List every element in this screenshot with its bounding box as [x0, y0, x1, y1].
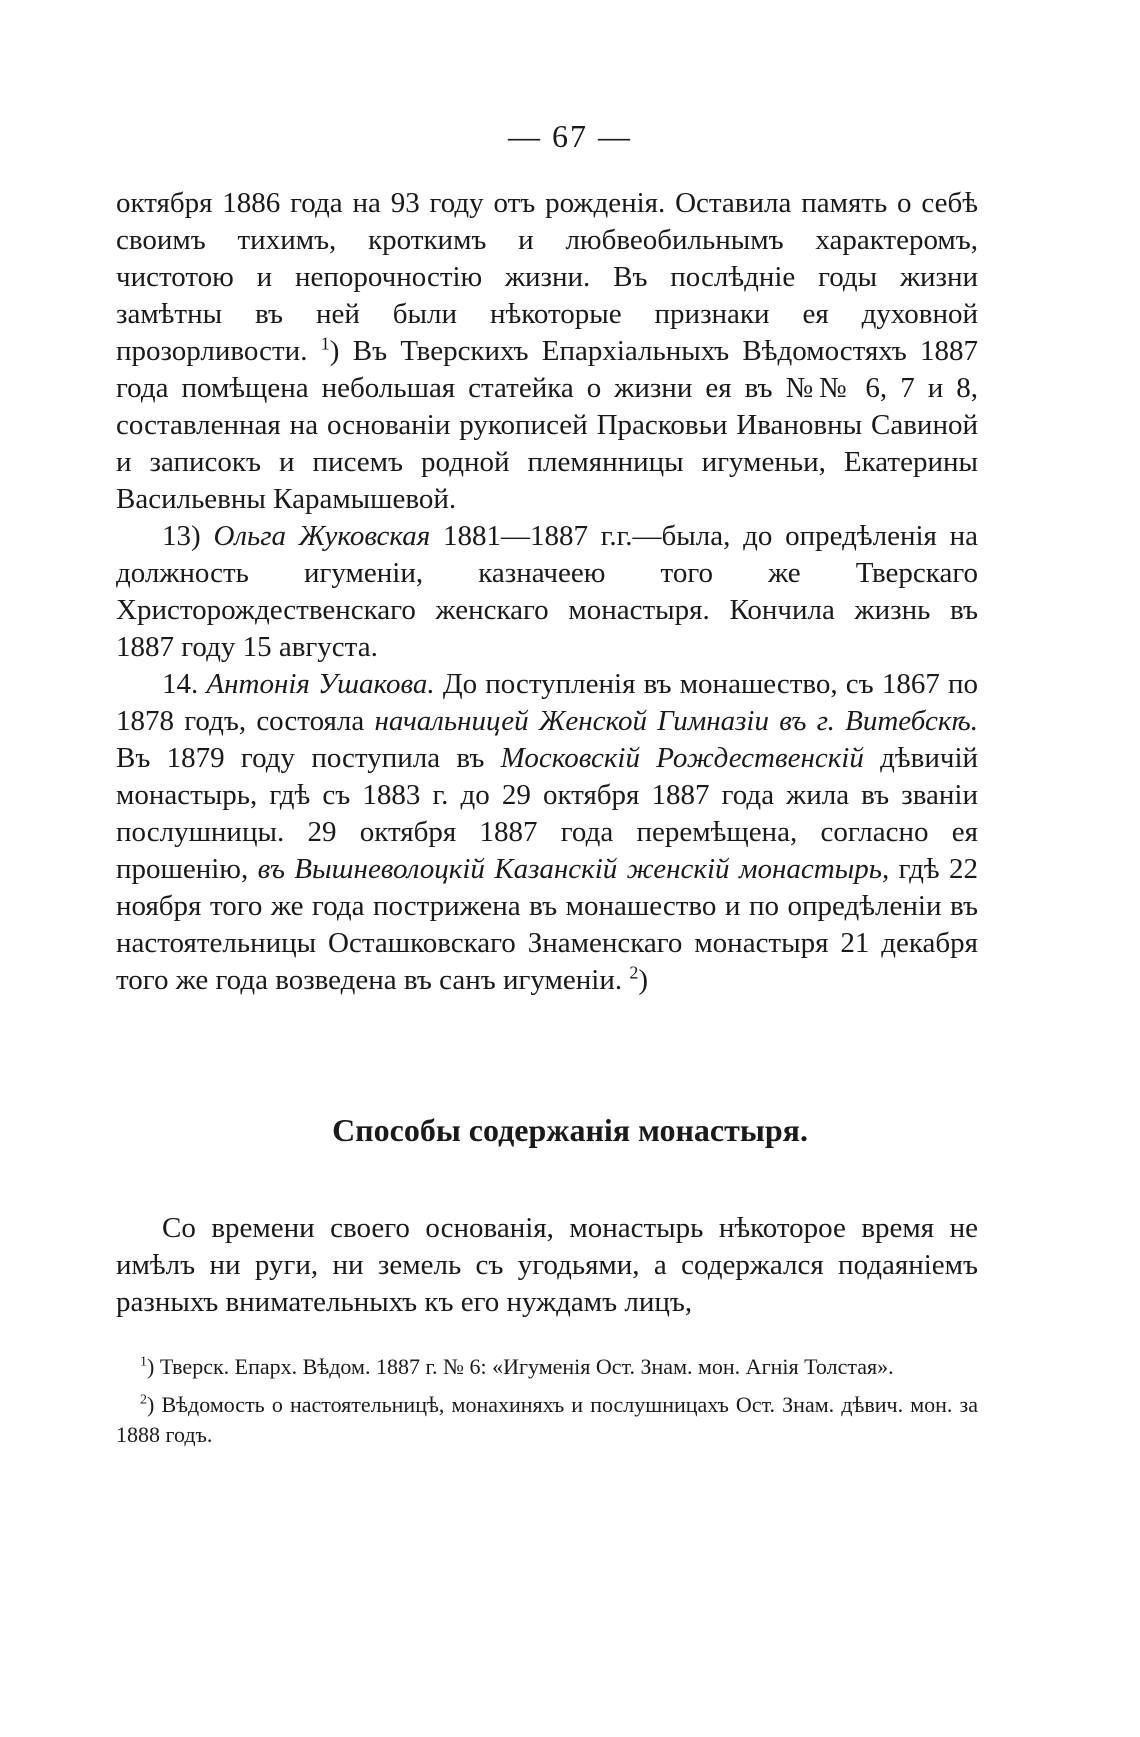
paragraph-2	[116, 518, 978, 666]
paragraph-3-t4: гдѣ 22 ноября того же года пострижена въ монашество и по опредѣленіи въ настоятельницы Осташковскаго Знаменскаго монастыря 21 декабря того же года возведена въ санъ игуменіи.	[116, 853, 979, 996]
footnote-2-marker: 2	[140, 1392, 147, 1408]
paragraph-3-t1: До поступленія въ монашество, съ 1867 по 1878 годъ, состояла	[116, 668, 979, 737]
paragraph-3	[116, 666, 978, 999]
paragraph-1-text-b: Въ Тверскихъ Епархіальныхъ Вѣдомостяхъ 1887 года помѣщена небольшая статейка о жизни ея въ №№ 6, 7 и 8, составленная на основаніи рукописей Прасковьи Ивановны Савиной и записокъ и писемъ родной племянницы игуменьи, Екатерины Васильевны Карамышевой.	[116, 335, 979, 515]
section-paragraph: Со времени своего основанія, монастырь нѣкоторое время не имѣлъ ни руги, ни земель съ угодьями, а содержался подаяніемъ разныхъ внимательныхъ къ его нуждамъ лицъ,	[116, 1212, 978, 1318]
paragraph-3-em1: начальницей Женской Гимназіи въ г. Витебскѣ.	[374, 705, 978, 737]
paragraph-3-t2: Въ 1879 году поступила въ	[116, 742, 485, 774]
paragraph-2-rest: 1881—1887 г.г.—была, до опредѣленія на должность игуменіи, казначеею того же Тверскаго Христорождественскаго женскаго монастыря. Кончила жизнь въ 1887 году 15 августа.	[116, 520, 979, 663]
body-text	[116, 185, 978, 999]
footnote-2	[116, 1390, 978, 1450]
footnote-2-text: ) Вѣдомость о настоятельницѣ, монахиняхъ и послушницахъ Ост. Знам. дѣвич. мон. за 1888 годъ.	[116, 1392, 978, 1447]
paragraph-3-lead: 14.	[162, 668, 199, 700]
page-number: — 67 —	[508, 118, 632, 154]
paragraph-1-text-a: октября 1886 года на 93 году отъ рожденія. Оставила память о себѣ своимъ тихимъ, кроткимъ и любвеобильнымъ характеромъ, чистотою и непорочностію жизни. Въ послѣдніе годы жизни замѣтны въ ней были нѣкоторые признаки ея духовной прозорливости.	[116, 187, 978, 367]
paragraph-3-name: Антонія Ушакова.	[206, 668, 435, 700]
footnote-1-text: ) Тверск. Епарх. Вѣдом. 1887 г. № 6: «Игуменія Ост. Знам. мон. Агнія Толстая».	[147, 1354, 894, 1379]
section-text	[116, 1210, 978, 1321]
footnote-divider	[116, 1336, 978, 1337]
paragraph-3-t3: дѣвичій монастырь, гдѣ съ 1883 г. до 29 октября 1887 года жила въ званіи послушницы. 29 октября 1887 года перемѣщена, согласно ея прошенію,	[116, 742, 979, 885]
footnote-1	[116, 1352, 978, 1382]
paragraph-3-em2: Московскій Рождественскій	[500, 742, 864, 774]
footnote-ref-2: 2	[629, 962, 639, 983]
section-heading: Способы содержанія монастыря.	[332, 1112, 808, 1148]
paragraph-1: октября 1886 года на 93 году отъ рожденія. Оставила память о себѣ своимъ тихимъ, кроткимъ и любвеобильнымъ характеромъ, чистотою и непорочностію жизни. Въ послѣдніе годы жизни замѣтны въ ней были нѣкоторые признаки ея духовной прозорливости. $^1$) Въ Тверскихъ Епархіальныхъ Вѣдомостяхъ 1887 года помѣщена небольшая статейка о жизни ея въ №№ 6, 7 и 8, составленная на основаніи рукописей Прасковьи Ивановны Савиной и записокъ и писемъ родной племянницы игуменьи, Екатерины Васильевны Карамышевой.	[116, 187, 979, 515]
footnote-ref-2-close: )	[638, 964, 649, 996]
footnote-1-marker: 1	[140, 1354, 147, 1370]
footnote-ref-1: 1	[320, 333, 330, 354]
paragraph-2-name: Ольга Жуковская	[213, 520, 431, 552]
paragraph-2-lead: 13)	[162, 520, 201, 552]
footnotes	[116, 1352, 978, 1458]
paragraph-3-em3: въ Вышневолоцкій Казанскій женскій монастырь,	[257, 853, 890, 885]
